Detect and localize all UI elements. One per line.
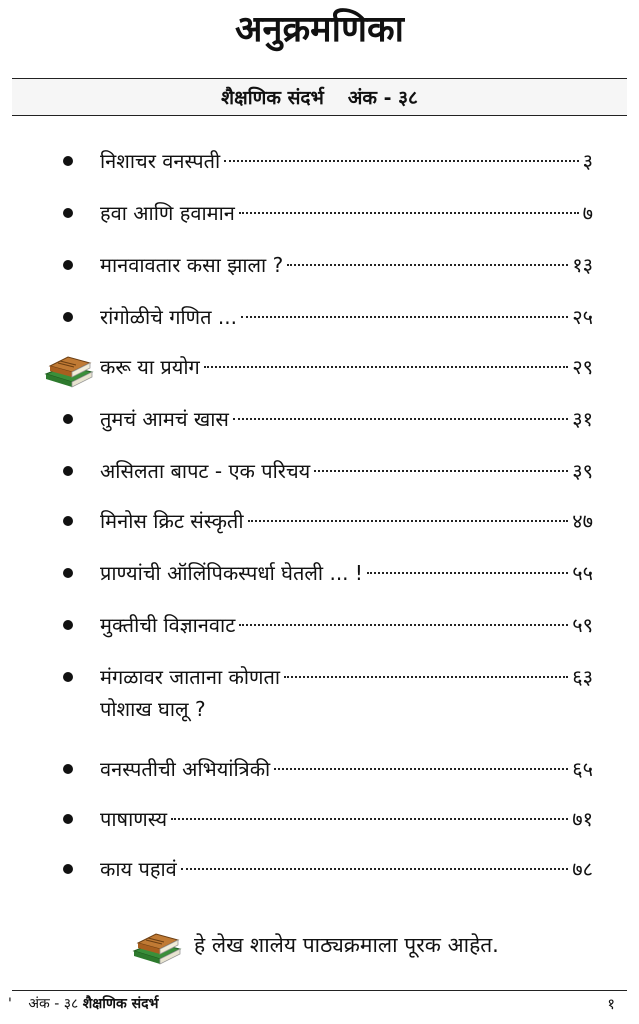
footer-magazine-name: शैक्षणिक संदर्भ xyxy=(82,996,159,1012)
dot-leader xyxy=(274,768,568,770)
bullet-icon xyxy=(63,764,73,774)
magazine-name: शैक्षणिक संदर्भ xyxy=(221,87,324,109)
entry-title: पाषाणस्य xyxy=(100,807,168,831)
bullet-icon xyxy=(63,672,73,682)
entry-page: २५ xyxy=(572,305,593,329)
note-text: हे लेख शालेय पाठ्यक्रमाला पूरक आहेत. xyxy=(194,933,499,957)
footer-issue: अंक - ३८ xyxy=(28,996,79,1012)
entry-page: ७८ xyxy=(572,857,593,881)
dot-leader xyxy=(181,868,568,870)
bullet-icon xyxy=(63,260,73,270)
entry-title: असिलता बापट - एक परिचय xyxy=(100,459,311,483)
toc-entry[interactable] xyxy=(0,346,639,390)
entry-title: मुक्तीची विज्ञानवाट xyxy=(100,613,236,637)
entry-title: तुमचं आमचं खास xyxy=(100,407,229,431)
footer-mark: ' xyxy=(8,996,12,1012)
page-number: १ xyxy=(607,995,615,1013)
footer-divider xyxy=(12,990,627,991)
entry-page: ६५ xyxy=(572,757,593,781)
entry-title: हवा आणि हवामान xyxy=(100,201,235,225)
toc-entry[interactable] xyxy=(0,798,639,842)
toc-entry[interactable] xyxy=(0,296,639,340)
bullet-icon xyxy=(63,156,73,166)
toc-entry[interactable] xyxy=(0,244,639,288)
dot-leader xyxy=(239,212,579,214)
book-icon xyxy=(130,925,182,965)
entry-page: ५९ xyxy=(572,613,593,637)
entry-title: मानवावतार कसा झाला ? xyxy=(100,253,284,277)
entry-title: मंगळावर जाताना कोणता xyxy=(100,665,281,689)
curriculum-note xyxy=(130,920,590,970)
dot-leader xyxy=(204,366,568,368)
issue-number: अंक - ३८ xyxy=(347,87,418,109)
toc-entry[interactable] xyxy=(0,140,639,184)
dot-leader xyxy=(171,818,568,820)
entry-title: निशाचर वनस्पती xyxy=(100,149,221,173)
bullet-icon xyxy=(63,568,73,578)
entry-title: रांगोळीचे गणित ... xyxy=(100,305,237,329)
entry-page: ३९ xyxy=(572,459,593,483)
bullet-icon xyxy=(63,208,73,218)
entry-page: ५५ xyxy=(572,561,593,585)
entry-page: ४७ xyxy=(572,509,593,533)
dot-leader xyxy=(241,316,568,318)
dot-leader xyxy=(233,418,568,420)
bullet-icon xyxy=(63,414,73,424)
toc-entry[interactable] xyxy=(0,604,639,648)
toc-entry[interactable] xyxy=(0,500,639,544)
bullet-icon xyxy=(63,312,73,322)
entry-title: प्राण्यांची ऑलिंपिकस्पर्धा घेतली ... ! xyxy=(100,561,363,585)
toc-entry[interactable] xyxy=(0,656,639,742)
bullet-icon xyxy=(63,516,73,526)
entry-page: ७ xyxy=(582,201,593,225)
entry-title: मिनोस क्रिट संस्कृती xyxy=(100,509,244,533)
bullet-icon xyxy=(63,466,73,476)
book-icon xyxy=(42,348,94,388)
dot-leader xyxy=(287,264,568,266)
bullet-icon xyxy=(63,864,73,874)
dot-leader xyxy=(367,572,568,574)
entry-title: करू या प्रयोग xyxy=(100,355,200,379)
dot-leader xyxy=(248,520,569,522)
toc-entry[interactable] xyxy=(0,848,639,892)
entry-page: ३१ xyxy=(572,407,593,431)
toc-entry[interactable] xyxy=(0,552,639,596)
toc-entry[interactable] xyxy=(0,450,639,494)
entry-page: ३ xyxy=(582,149,593,173)
dot-leader xyxy=(224,160,578,162)
footer-left xyxy=(8,994,158,1013)
toc-entry[interactable] xyxy=(0,192,639,236)
entry-title: काय पहावं xyxy=(100,857,177,881)
entry-title-continued: पोशाख घालू ? xyxy=(100,697,206,721)
bullet-icon xyxy=(63,814,73,824)
dot-leader xyxy=(239,624,568,626)
entry-title: वनस्पतीची अभियांत्रिकी xyxy=(100,757,271,781)
toc-entry[interactable] xyxy=(0,748,639,792)
dot-leader xyxy=(284,676,568,678)
toc-entry[interactable] xyxy=(0,398,639,442)
dot-leader xyxy=(314,470,568,472)
bullet-icon xyxy=(63,620,73,630)
entry-page: ७१ xyxy=(572,807,593,831)
page-title: अनुक्रमणिका xyxy=(235,9,404,50)
entry-page: १३ xyxy=(572,253,593,277)
entry-page: २९ xyxy=(572,355,593,379)
subhead-bar xyxy=(12,78,627,116)
entry-page: ६३ xyxy=(572,665,593,689)
